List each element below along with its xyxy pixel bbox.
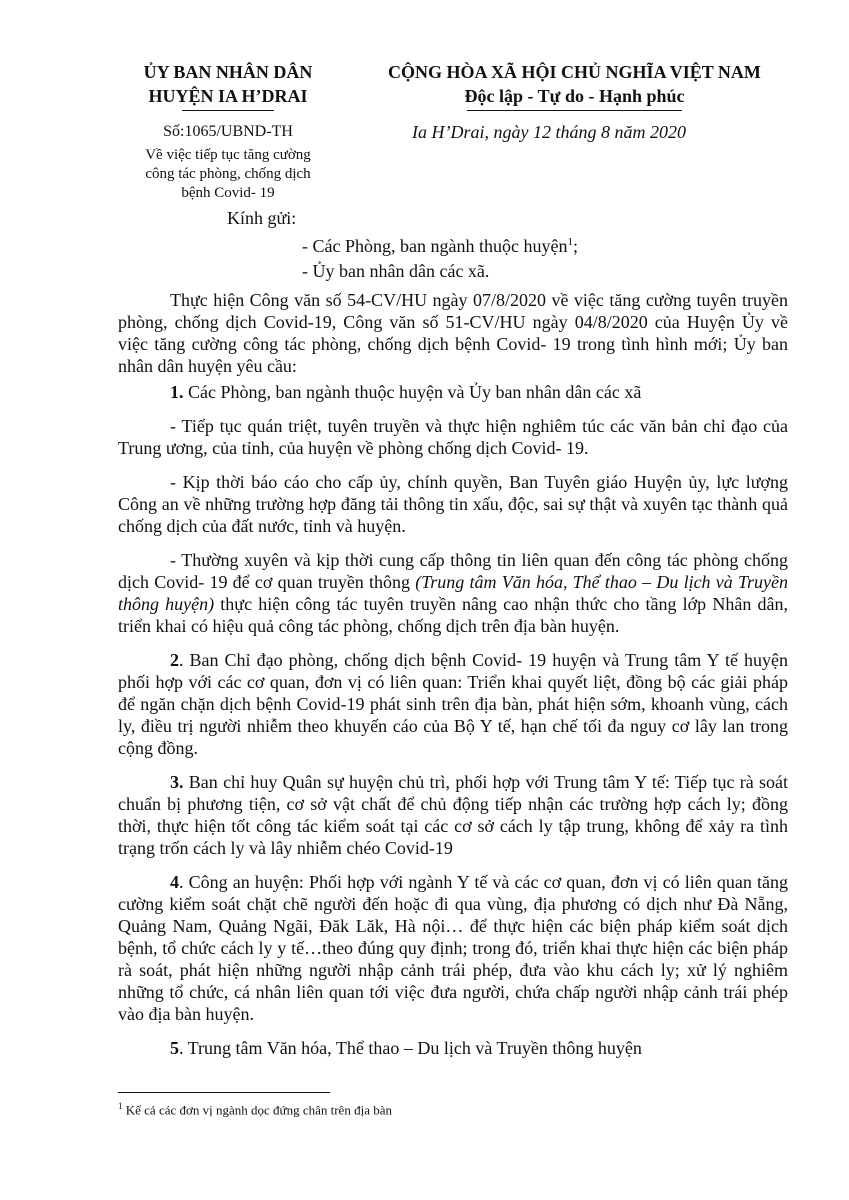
section-5-heading: 5. Trung tâm Văn hóa, Thể thao – Du lịch và Truyền thông huyện: [170, 1038, 642, 1058]
nation-motto: Độc lập - Tự do - Hạnh phúc: [464, 86, 685, 106]
recipient-item: - Ủy ban nhân dân các xã.: [302, 261, 490, 281]
place-and-date: Ia H’Drai, ngày 12 tháng 8 năm 2020: [412, 122, 686, 142]
section-number: 4: [170, 872, 179, 892]
section-1-bullet: - Tiếp tục quán triệt, tuyên truyền và thực hiện nghiêm túc các văn bản chỉ đạo của Trung ương, của tỉnh, của huyện về phòng chống dịch Covid- 19.: [118, 416, 788, 458]
section-3-paragraph: 3. Ban chỉ huy Quân sự huyện chủ trì, phối hợp với Trung tâm Y tế: Tiếp tục rà soát chuẩn bị phương tiện, cơ sở vật chất để chủ động tiếp nhận các trường hợp cách ly; đồng thời, thực hiện tốt công tác kiểm soát tại các cơ sở cách ly tập trung, không để xảy ra tình trạng trốn cách ly và lây nhiễm chéo Covid-19: [118, 772, 788, 858]
section-number: 3.: [170, 772, 184, 792]
document-number: Số:1065/UBND-TH: [163, 123, 293, 140]
section-number: 1.: [170, 382, 184, 402]
addressee-label: Kính gửi:: [227, 208, 297, 228]
agency-name-line2: HUYỆN IA H’DRAI: [148, 86, 308, 106]
document-body: [118, 289, 788, 1071]
recipient-item: - Các Phòng, ban ngành thuộc huyện$^1$;: [302, 236, 578, 256]
subject-line: Về việc tiếp tục tăng cường: [145, 147, 311, 163]
footnote-separator: [118, 1092, 330, 1093]
section-number: 5: [170, 1038, 179, 1058]
issuing-agency-block: [118, 60, 338, 111]
document-subject: [118, 146, 338, 203]
section-number: 2: [170, 650, 179, 670]
agency-name-line1: ỦY BAN NHÂN DÂN: [143, 62, 313, 82]
footnote-number: 1: [118, 1101, 123, 1111]
national-motto-block: [352, 60, 797, 111]
section-1-bullet: - Kịp thời báo cáo cho cấp ủy, chính quyền, Ban Tuyên giáo Huyện ủy, lực lượng Công an về những trường hợp đăng tải thông tin xấu, độc, sai sự thật và xuyên tạc thành quả chống dịch của đất nước, tỉnh và huyện.: [118, 472, 788, 536]
footnote-marker: 1: [567, 236, 573, 248]
nation-name: CỘNG HÒA XÃ HỘI CHỦ NGHĨA VIỆT NAM: [388, 62, 761, 82]
subject-line: bệnh Covid- 19: [181, 185, 275, 201]
recipient-list: [302, 230, 578, 284]
section-1-heading: 1. Các Phòng, ban ngành thuộc huyện và Ủy ban nhân dân các xã: [170, 382, 642, 402]
section-1-bullet: - Thường xuyên và kịp thời cung cấp thông tin liên quan đến công tác phòng chống dịch Covid- 19 để cơ quan truyền thông (Trung tâm Văn hóa, Thể thao – Du lịch và Truyền thông huyện) thực hiện công tác tuyên truyền nâng cao nhận thức cho tầng lớp Nhân dân, triển khai có hiệu quả công tác phòng, chống dịch trên địa bàn huyện.: [118, 550, 788, 636]
motto-underline: [467, 110, 682, 111]
agency-underline: [182, 110, 274, 111]
subject-line: công tác phòng, chống dịch: [145, 166, 311, 182]
footnote: $^1$ Kể cả các đơn vị ngành dọc đứng chân trên địa bàn: [118, 1101, 392, 1118]
intro-paragraph: Thực hiện Công văn số 54-CV/HU ngày 07/8/2020 về việc tăng cường tuyên truyền phòng, chống dịch Covid-19, Công văn số 51-CV/HU ngày 04/8/2020 của Huyện Ủy về việc tăng cường công tác phòng, chống dịch bệnh Covid- 19 trong tình hình mới; Ủy ban nhân dân huyện yêu cầu:: [118, 290, 788, 376]
section-4-paragraph: 4. Công an huyện: Phối hợp với ngành Y tế và các cơ quan, đơn vị có liên quan tăng cường kiểm soát chặt chẽ người đến hoặc đi qua vùng, địa phương có dịch như Đà Nẵng, Quảng Nam, Quảng Ngãi, Đăk Lăk, Hà nội… để thực hiện các biện pháp kiểm soát dịch bệnh, tổ chức cách ly y tế…theo đúng quy định; trong đó, triển khai thực hiện các biện pháp rà soát, phát hiện những người nhập cảnh trái phép, đưa vào khu cách ly; xử lý nghiêm những tổ chức, cá nhân liên quan tới việc đưa người, chứa chấp người nhập cảnh trái phép vào địa bàn huyện.: [118, 872, 788, 1024]
section-2-paragraph: 2. Ban Chỉ đạo phòng, chống dịch bệnh Covid- 19 huyện và Trung tâm Y tế huyện phối hợp với các cơ quan, đơn vị có liên quan: Triển khai quyết liệt, đồng bộ các giải pháp để ngăn chặn dịch bệnh Covid-19 phát sinh trên địa bàn, phát hiện sớm, khoanh vùng, cách ly, điều trị người nhiễm theo khuyến cáo của Bộ Y tế, hạn chế tối đa nguy cơ lây lan trong cộng đồng.: [118, 650, 788, 758]
